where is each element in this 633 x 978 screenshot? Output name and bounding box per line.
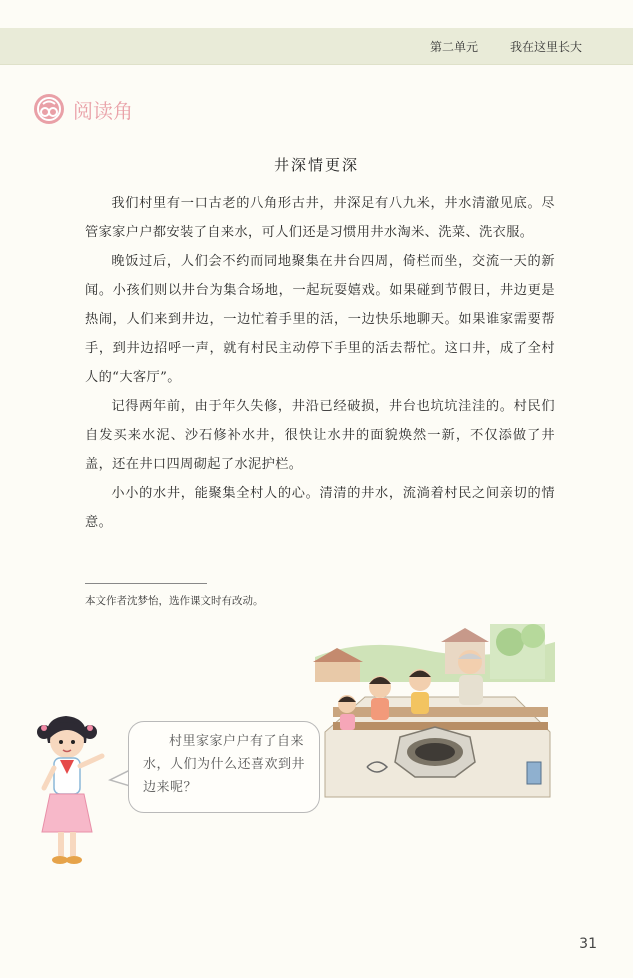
girl-character-illustration (28, 708, 128, 873)
reading-corner-icon (33, 93, 65, 125)
village-well-illustration (305, 612, 563, 812)
section-title: 阅读角 (73, 99, 133, 123)
paragraph: 我们村里有一口古老的八角形古井，井深足有八九米，井水清澈见底。尽管家家户户都安装了自来水，可人们还是习惯用井水淘米、洗菜、洗衣服。 (85, 196, 555, 240)
paragraph: 小小的水井，能聚集全村人的心。清清的井水，流淌着村民之间亲切的情意。 (85, 486, 555, 530)
footnote-divider (85, 583, 207, 584)
paragraph: 晚饭过后，人们会不约而同地聚集在井台四周，倚栏而坐，交流一天的新闻。小孩们则以井台为集合场地，一起玩耍嬉戏。如果碰到节假日，井边更是热闹，人们来到井边，一边忙着手里的活，一边快乐地聊天。如果谁家需要帮手，到井边招呼一声，就有村民主动停下手里的活去帮忙。这口井，成了全村人的“大客厅”。 (85, 254, 555, 385)
paragraph: 记得两年前，由于年久失修，井沿已经破损，井台也坑坑洼洼的。村民们自发买来水泥、沙石修补水井，很快让水井的面貌焕然一新，不仅添做了井盖，还在井口四周砌起了水泥护栏。 (85, 399, 555, 472)
speech-bubble-text: 村里家家户户有了自来水，人们为什么还喜欢到井边来呢？ (143, 734, 306, 795)
footnote: 本文作者沈梦怡，选作课文时有改动。 (85, 595, 264, 607)
unit-title: 我在这里长大 (510, 40, 583, 54)
page-number: 31 (579, 936, 597, 952)
unit-number: 第二单元 (430, 40, 479, 54)
speech-bubble (128, 721, 320, 813)
article-title: 井深情更深 (273, 156, 359, 174)
unit-header-band (0, 28, 633, 65)
article-body (85, 189, 555, 537)
